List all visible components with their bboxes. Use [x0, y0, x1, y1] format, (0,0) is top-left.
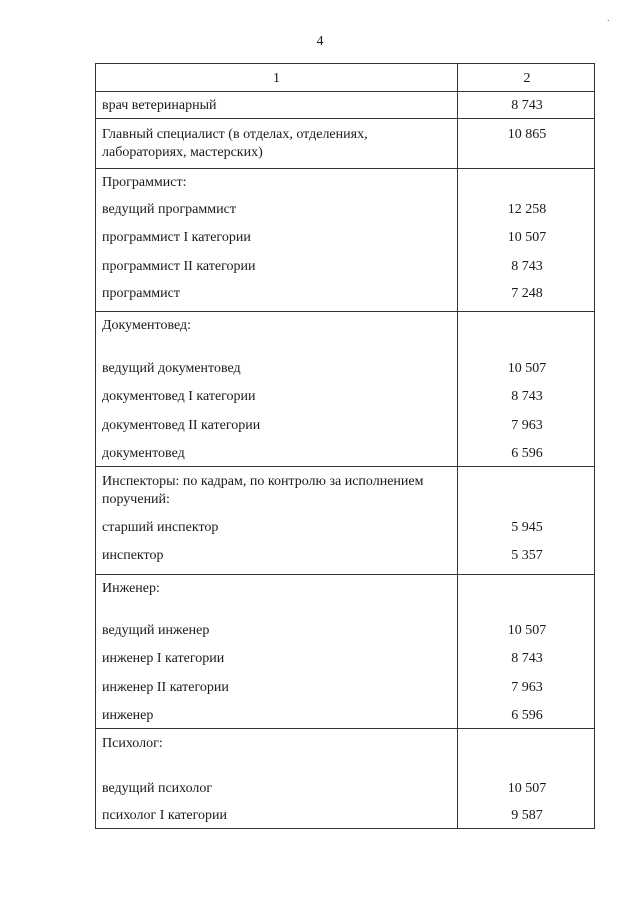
row-label: документовед II категории — [102, 418, 261, 433]
row-value: 5 357 — [511, 548, 543, 563]
row-label: программист I категории — [102, 230, 251, 245]
row-label: документовед I категории — [102, 389, 256, 404]
row-divider — [96, 91, 594, 92]
row-label: программист II категории — [102, 259, 256, 274]
row-label: старший инспектор — [102, 520, 219, 535]
row-value: 8 743 — [511, 259, 543, 274]
row-label-continued: лабораториях, мастерских) — [102, 145, 263, 160]
row-label: ведущий психолог — [102, 781, 213, 796]
row-divider — [96, 728, 594, 729]
section-heading: Документовед: — [102, 318, 192, 333]
row-value: 8 743 — [511, 98, 543, 113]
row-value: 7 963 — [511, 680, 543, 695]
row-value: 10 507 — [507, 781, 547, 796]
row-divider — [96, 466, 594, 467]
row-value: 8 743 — [511, 651, 543, 666]
page-number: 4 — [316, 34, 324, 49]
row-label: Главный специалист (в отделах, отделениях, — [102, 127, 368, 142]
row-label: врач ветеринарный — [102, 98, 217, 113]
row-label: инженер II категории — [102, 680, 229, 695]
row-divider — [96, 168, 594, 169]
row-label: инженер I категории — [102, 651, 225, 666]
row-value: 10 507 — [507, 230, 547, 245]
row-label: программист — [102, 286, 180, 301]
row-label: ведущий инженер — [102, 623, 210, 638]
row-label: ведущий программист — [102, 202, 236, 217]
section-heading: Инженер: — [102, 581, 160, 596]
header-col-1: 1 — [273, 71, 280, 86]
row-value: 10 865 — [507, 127, 547, 142]
row-value: 6 596 — [511, 708, 543, 723]
row-label: ведущий документовед — [102, 361, 241, 376]
row-value: 7 248 — [511, 286, 543, 301]
row-value: 10 507 — [507, 623, 547, 638]
row-label: психолог I категории — [102, 808, 228, 823]
row-value: 6 596 — [511, 446, 543, 461]
row-value: 8 743 — [511, 389, 543, 404]
row-label: инженер — [102, 708, 154, 723]
row-value: 7 963 — [511, 418, 543, 433]
row-label: документовед — [102, 446, 185, 461]
row-value: 10 507 — [507, 361, 547, 376]
section-heading: Программист: — [102, 175, 187, 190]
section-heading: Психолог: — [102, 736, 163, 751]
row-divider — [96, 311, 594, 312]
section-heading-continued: поручений: — [102, 492, 170, 507]
row-value: 12 258 — [507, 202, 547, 217]
row-divider — [96, 118, 594, 119]
corner-mark: · — [606, 16, 610, 27]
row-value: 9 587 — [511, 808, 543, 823]
salary-table — [95, 63, 595, 829]
section-heading: Инспекторы: по кадрам, по контролю за исполнением — [102, 474, 424, 489]
row-label: инспектор — [102, 548, 164, 563]
header-col-2: 2 — [523, 71, 531, 86]
row-divider — [96, 574, 594, 575]
row-value: 5 945 — [511, 520, 543, 535]
